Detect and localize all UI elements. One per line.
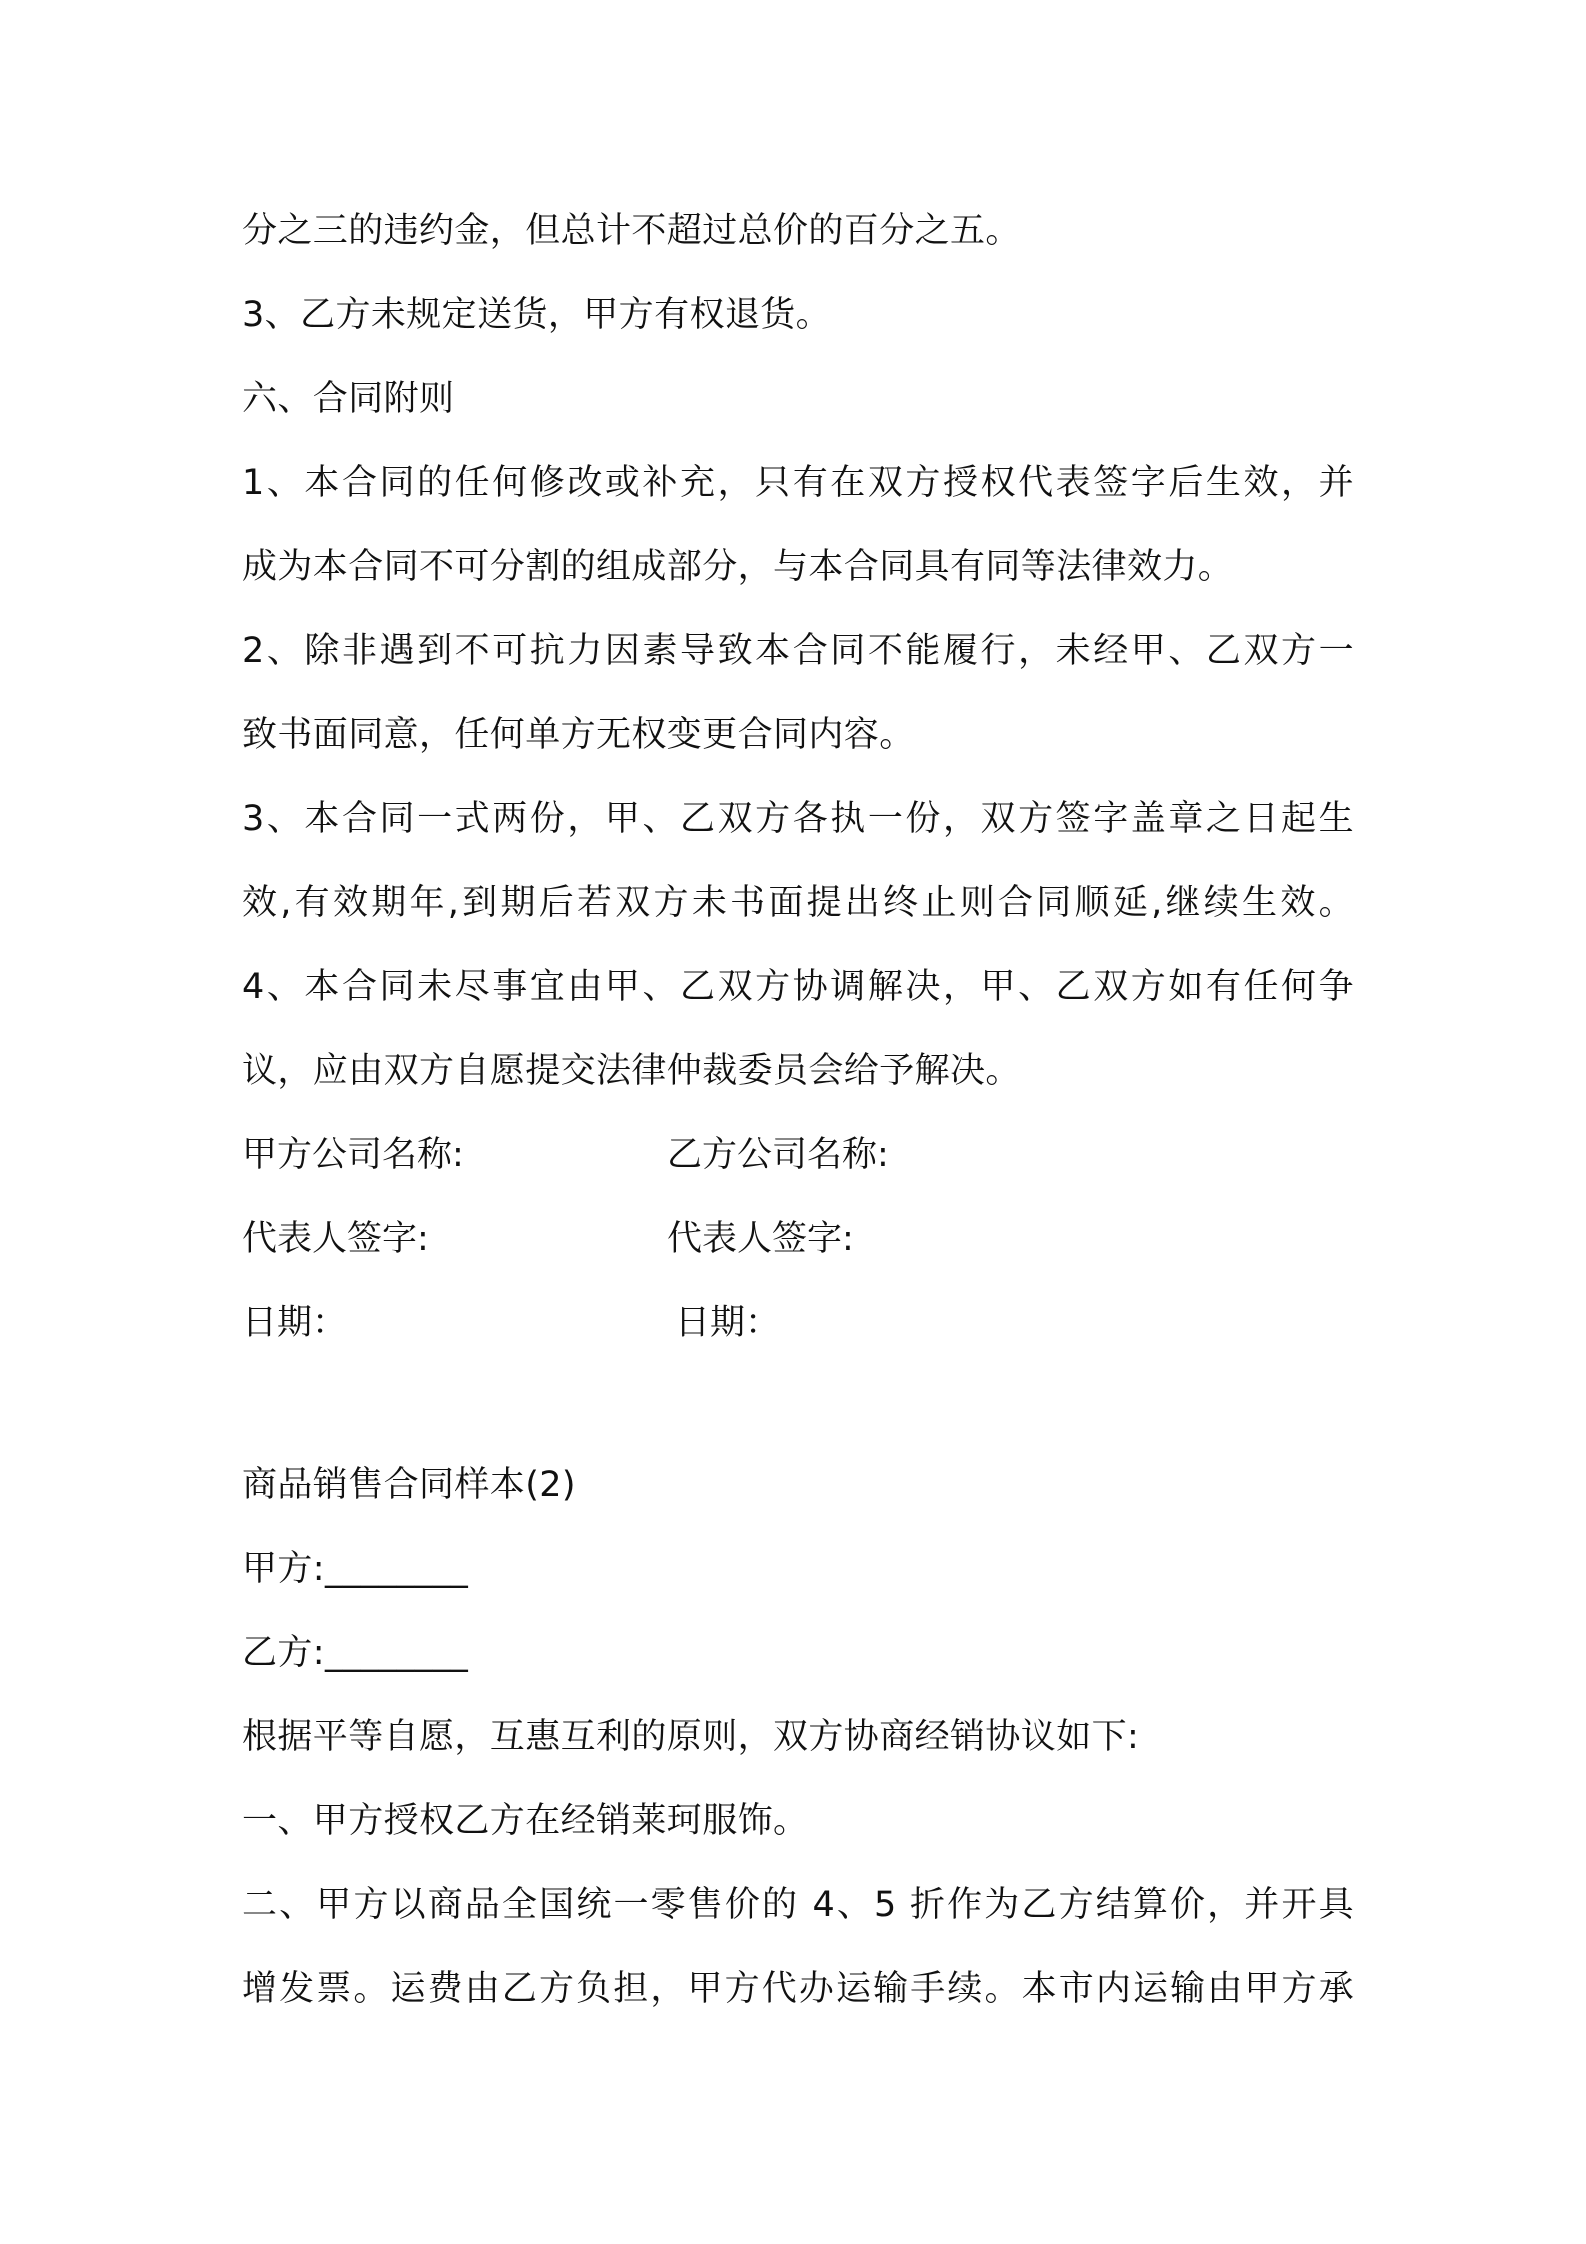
clause-line: 效,有效期年,到期后若双方未书面提出终止则合同顺延,继续生效。 [242,883,1354,923]
clause-line: 致书面同意，任何单方无权变更合同内容。 [242,715,915,755]
paragraph-line: 根据平等自愿，互惠互利的原则，双方协商经销协议如下: [242,1717,1140,1757]
party-a-representative-label: 代表人签字: [242,1219,429,1259]
clause-line: 二、甲方以商品全国统一零售价的 4、5 折作为乙方结算价，并开具 [242,1885,1354,1925]
clause-line: 成为本合同不可分割的组成部分，与本合同具有同等法律效力。 [242,547,1234,587]
party-a-date-label: 日期： [242,1303,348,1343]
party-b-representative-label: 代表人签字: [667,1219,854,1259]
clause-line: 一、甲方授权乙方在经销莱珂服饰。 [242,1801,809,1841]
party-b-field: 乙方:________ [242,1633,469,1673]
contract-title: 商品销售合同样本(2) [242,1465,576,1505]
clause-line: 2、除非遇到不可抗力因素导致本合同不能履行，未经甲、乙双方一 [242,631,1354,671]
clause-line: 增发票。运费由乙方负担，甲方代办运输手续。本市内运输由甲方承 [242,1969,1354,2009]
paragraph-line: 分之三的违约金，但总计不超过总价的百分之五。 [242,211,1021,251]
clause-line: 4、本合同未尽事宜由甲、乙双方协调解决，甲、乙双方如有任何争 [242,967,1354,1007]
party-b-company-label: 乙方公司名称: [667,1135,889,1175]
party-a-field: 甲方:________ [242,1549,469,1589]
clause-line: 议，应由双方自愿提交法律仲裁委员会给予解决。 [242,1051,1021,1091]
clause-line: 1、本合同的任何修改或补充，只有在双方授权代表签字后生效，并 [242,463,1354,503]
clause-line: 3、乙方未规定送货，甲方有权退货。 [242,295,832,335]
clause-line: 3、本合同一式两份，甲、乙双方各执一份，双方签字盖章之日起生 [242,799,1354,839]
section-heading: 六、合同附则 [242,379,455,419]
party-b-date-label: 日期： [675,1303,781,1343]
party-a-company-label: 甲方公司名称: [242,1135,464,1175]
